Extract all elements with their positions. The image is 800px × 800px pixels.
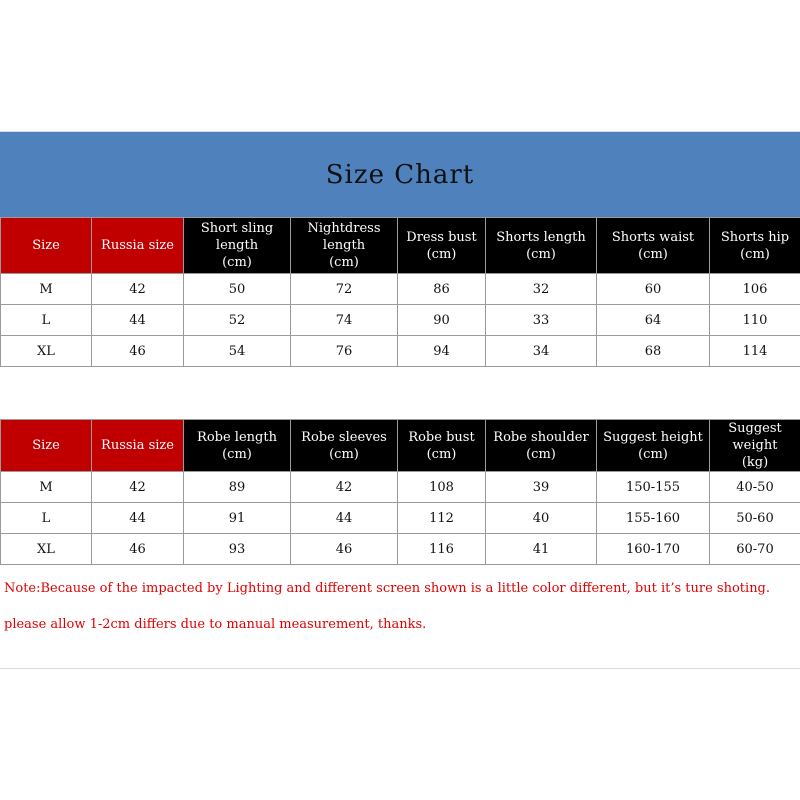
column-header-line: Shorts length: [496, 229, 586, 245]
column-header-line: Suggest: [728, 421, 782, 436]
column-header-line: (cm): [638, 446, 668, 462]
table-cell: 114: [710, 336, 800, 367]
column-header-line: Short sling: [200, 221, 274, 236]
column-header-line: Robe bust: [408, 429, 475, 445]
table-cell: 106: [710, 274, 800, 305]
column-header: [486, 420, 597, 472]
column-header-line: (cm): [526, 246, 556, 262]
table-cell: 44: [92, 305, 184, 336]
column-header: [710, 420, 800, 472]
table-cell: 72: [291, 274, 398, 305]
column-header-line: (cm): [526, 446, 556, 462]
table-cell: 40: [486, 503, 597, 534]
table-separator: [0, 371, 800, 419]
table-cell: 110: [710, 305, 800, 336]
table-cell: 91: [184, 503, 291, 534]
table-cell: L: [1, 305, 92, 336]
table-cell: 89: [184, 472, 291, 503]
size-table-2: [0, 419, 800, 565]
chart-title-band: [0, 132, 800, 217]
table-cell: 54: [184, 336, 291, 367]
column-header-line: Nightdress: [307, 221, 381, 236]
table-cell: 74: [291, 305, 398, 336]
table-cell: 64: [597, 305, 710, 336]
column-header-line: Robe sleeves: [301, 429, 387, 445]
table-cell: 76: [291, 336, 398, 367]
table-cell: 160-170: [597, 534, 710, 565]
column-header: [710, 218, 800, 274]
table-cell: 150-155: [597, 472, 710, 503]
column-header: [184, 420, 291, 472]
table-cell: 42: [291, 472, 398, 503]
column-header-line: Russia size: [101, 238, 174, 253]
column-header-line: Robe shoulder: [493, 429, 589, 445]
column-header-line: weight: [732, 438, 778, 453]
table-cell: M: [1, 472, 92, 503]
table-row: [1, 336, 800, 367]
column-header: [92, 420, 184, 472]
chart-title: Size Chart: [325, 159, 475, 190]
column-header-line: Size: [32, 238, 60, 253]
note-measurement: please allow 1-2cm differs due to manual measurement, thanks.: [4, 617, 427, 632]
table-cell: 40-50: [710, 472, 800, 503]
column-header: [486, 218, 597, 274]
column-header: [291, 218, 398, 274]
column-header-line: Russia size: [101, 438, 174, 453]
table-cell: 32: [486, 274, 597, 305]
column-header-line: (cm): [426, 246, 457, 262]
column-header-line: Dress bust: [406, 229, 477, 245]
column-header: [597, 218, 710, 274]
table-cell: 60: [597, 274, 710, 305]
table-cell: 46: [291, 534, 398, 565]
column-header-line: Size: [32, 438, 60, 453]
table-cell: 116: [398, 534, 486, 565]
table-cell: 112: [398, 503, 486, 534]
column-header: [92, 218, 184, 274]
table-cell: 90: [398, 305, 486, 336]
table-header-row: [1, 218, 800, 274]
column-header-line: length: [322, 238, 366, 253]
column-header-line: (cm): [329, 446, 359, 462]
notes: [4, 580, 794, 634]
column-header-line: (cm): [329, 255, 359, 270]
table-cell: 41: [486, 534, 597, 565]
table-cell: 60-70: [710, 534, 800, 565]
table-cell: 39: [486, 472, 597, 503]
table-header-row: [1, 420, 800, 472]
table-row: [1, 274, 800, 305]
note-lighting: Note:Because of the impacted by Lighting and different screen shown is a little color different, but it’s ture shoting.: [4, 581, 771, 596]
size-table-1: [0, 217, 800, 367]
table-cell: 94: [398, 336, 486, 367]
table-cell: 42: [92, 472, 184, 503]
table-cell: 93: [184, 534, 291, 565]
table-cell: 46: [92, 534, 184, 565]
column-header-line: (cm): [222, 255, 252, 270]
table-cell: 52: [184, 305, 291, 336]
column-header: [1, 420, 92, 472]
column-header-line: length: [215, 238, 259, 253]
table-cell: 42: [92, 274, 184, 305]
table-cell: 68: [597, 336, 710, 367]
column-header-line: Robe length: [197, 429, 277, 445]
column-header-line: Suggest height: [603, 429, 703, 445]
column-header-line: (cm): [638, 246, 668, 262]
table-cell: 33: [486, 305, 597, 336]
column-header: [597, 420, 710, 472]
table-row: [1, 503, 800, 534]
table-row: [1, 534, 800, 565]
table-cell: 44: [291, 503, 398, 534]
column-header-line: (cm): [740, 246, 770, 262]
table-row: [1, 305, 800, 336]
column-header: [398, 218, 486, 274]
table-row: [1, 472, 800, 503]
column-header-line: (kg): [741, 455, 769, 470]
column-header: [398, 420, 486, 472]
table-cell: 50: [184, 274, 291, 305]
table-cell: 86: [398, 274, 486, 305]
table-cell: 46: [92, 336, 184, 367]
table-cell: XL: [1, 534, 92, 565]
table-cell: 50-60: [710, 503, 800, 534]
table-cell: M: [1, 274, 92, 305]
column-header: [291, 420, 398, 472]
table-cell: 34: [486, 336, 597, 367]
table-cell: L: [1, 503, 92, 534]
column-header-line: (cm): [426, 446, 457, 462]
table-cell: XL: [1, 336, 92, 367]
table-cell: 108: [398, 472, 486, 503]
column-header-line: Shorts waist: [611, 229, 695, 245]
column-header: [184, 218, 291, 274]
column-header-line: (cm): [222, 446, 252, 462]
column-header-line: Shorts hip: [720, 229, 790, 245]
table-cell: 44: [92, 503, 184, 534]
size-chart: [0, 131, 800, 669]
table-cell: 155-160: [597, 503, 710, 534]
column-header: [1, 218, 92, 274]
